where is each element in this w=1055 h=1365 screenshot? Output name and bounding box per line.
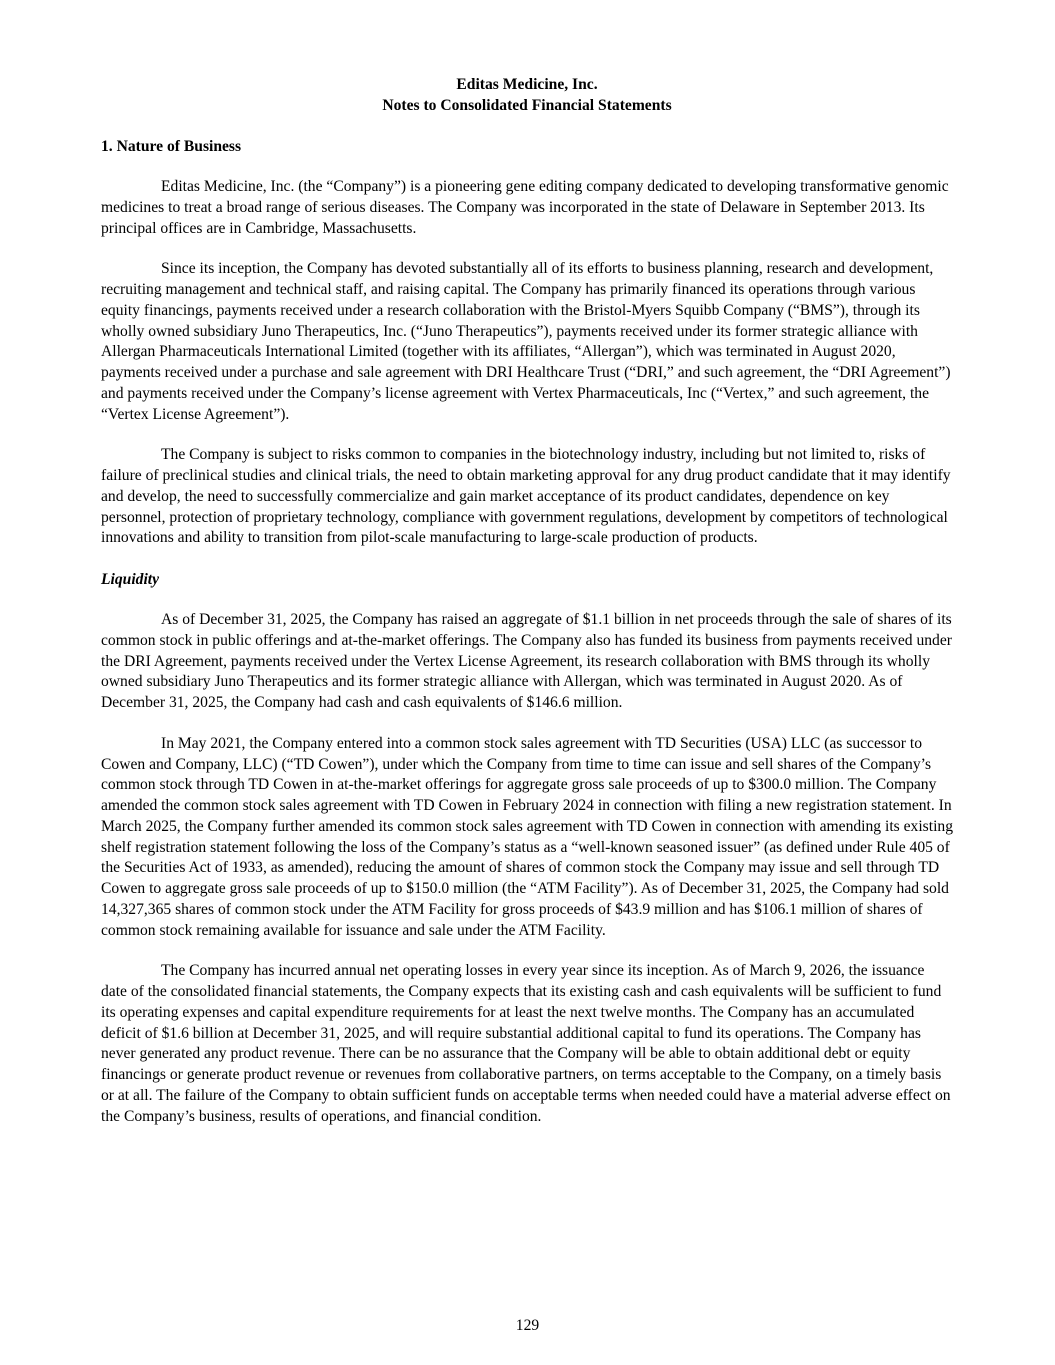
section-heading: 1. Nature of Business [101, 138, 242, 155]
section-nature-of-business [101, 136, 953, 549]
document-title: Notes to Consolidated Financial Statements [382, 97, 672, 114]
subsection-heading: Liquidity [101, 571, 160, 588]
paragraph: In May 2021, the Company entered into a common stock sales agreement with TD Securities (USA) LLC (as successor to Cowen and Company, LLC) (“TD Cowen”), under which the Company from time to time can issue and sell shares of the Company’s common stock through TD Cowen in at-the-market offerings for aggregate gross sale proceeds of up to $300.0 million. The Company amended the common stock sales agreement with TD Cowen in February 2024 in connection with filing a new registration statement. In March 2025, the Company further amended its common stock sales agreement with TD Cowen in connection with amending its existing shelf registration statement following the loss of the Company’s status as a “well-known seasoned issuer” (as defined under Rule 405 of the Securities Act of 1933, as amended), reducing the amount of shares of common stock the Company may issue and sell through TD Cowen to aggregate gross sale proceeds of up to $150.0 million (the “ATM Facility”). As of December 31, 2025, the Company had sold 14,327,365 shares of common stock under the ATM Facility for gross proceeds of $43.9 million and has $106.1 million of shares of common stock remaining available for issuance and sale under the ATM Facility. [101, 734, 953, 939]
paragraph: Editas Medicine, Inc. (the “Company”) is a pioneering gene editing company dedicated to developing transformative genomic medicines to treat a broad range of serious diseases. The Company was incorporated in the state of Delaware in September 2013. Its principal offices are in Cambridge, Massachusetts. [101, 178, 949, 237]
company-name: Editas Medicine, Inc. [456, 76, 598, 93]
paragraph: Since its inception, the Company has devoted substantially all of its efforts to business planning, research and development, recruiting management and technical staff, and raising capital. The Company has primarily financed its operations through various equity financings, payments received under a research collaboration with the Bristol-Myers Squibb Company (“BMS”), through its wholly owned subsidiary Juno Therapeutics, Inc. (“Juno Therapeutics”), payments received under its former strategic alliance with Allergan Pharmaceuticals International Limited (together with its affiliates, “Allergan”), which was terminated in August 2020, payments received under a purchase and sale agreement with DRI Healthcare Trust (“DRI,” and such agreement, the “DRI Agreement”) and payments received under the Company’s license agreement with Vertex Pharmaceuticals, Inc (“Vertex,” and such agreement, the “Vertex License Agreement”). [101, 260, 951, 423]
paragraph: The Company has incurred annual net operating losses in every year since its inception. As of March 9, 2026, the issuance date of the consolidated financial statements, the Company expects that its existing cash and cash equivalents will be sufficient to fund its operating expenses and capital expenditure requirements for at least the next twelve months. The Company has an accumulated deficit of $1.6 billion at December 31, 2025, and will require substantial additional capital to fund its operations. The Company has never generated any product revenue. There can be no assurance that the Company will be able to obtain additional debt or equity financings or generate product revenue or revenues from collaborative partners, on terms acceptable to the Company, on a timely basis or at all. The failure of the Company to obtain sufficient funds on acceptable terms when needed could have a material adverse effect on the Company’s business, results of operations, and financial condition. [101, 962, 951, 1125]
paragraph: As of December 31, 2025, the Company has raised an aggregate of $1.1 billion in net proceeds through the sale of shares of its common stock in public offerings and at-the-market offerings. The Company also has funded its business from payments received under the DRI Agreement, payments received under the Vertex License Agreement, its research collaboration with BMS through its wholly owned subsidiary Juno Therapeutics and its former strategic alliance with Allergan, which was terminated in August 2020. As of December 31, 2025, the Company had cash and cash equivalents of $146.6 million. [101, 611, 952, 711]
paragraph: The Company is subject to risks common to companies in the biotechnology industry, including but not limited to, risks of failure of preclinical studies and clinical trials, the need to obtain marketing approval for any drug product candidate that it may identify and develop, the need to successfully commercialize and gain market acceptance of its product candidates, dependence on key personnel, protection of proprietary technology, compliance with government regulations, development by competitors of technological innovations and ability to transition from pilot-scale manufacturing to large-scale production of products. [101, 446, 951, 547]
document-header [101, 74, 953, 116]
section-liquidity [101, 569, 953, 1127]
document-page [101, 74, 953, 1127]
page-number: 129 [515, 1317, 540, 1334]
